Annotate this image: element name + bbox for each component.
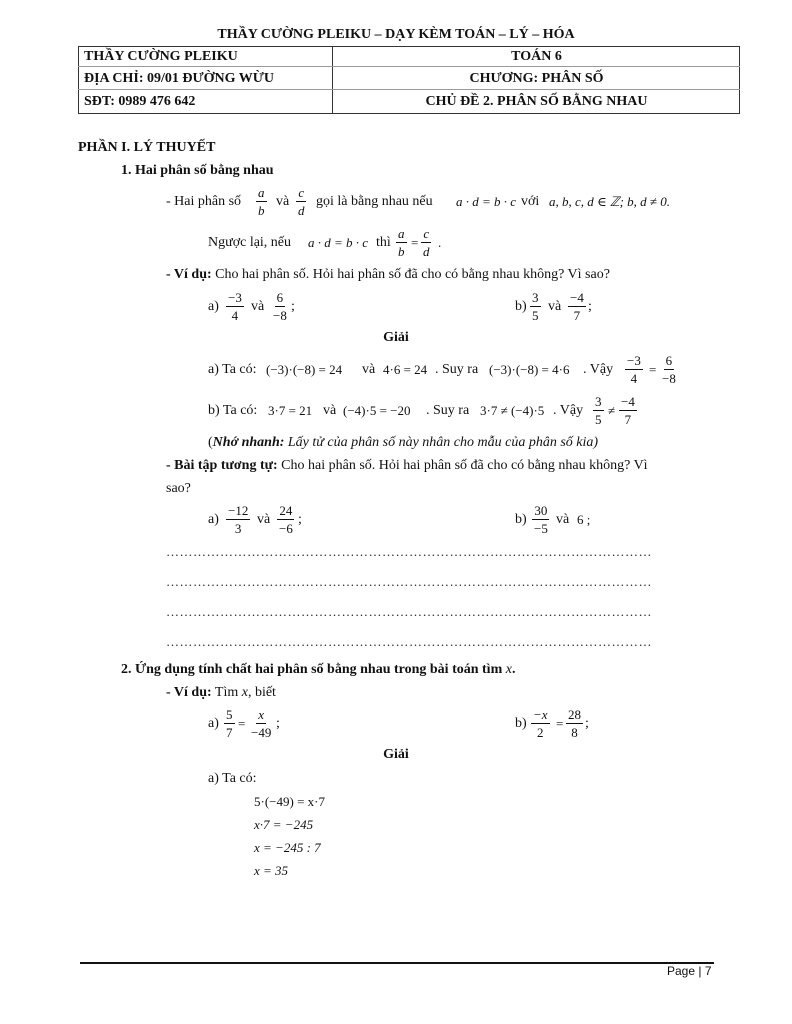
tip-paren: ( [208,435,213,450]
item-label: b) [515,299,527,314]
example-label: - Ví dụ: [166,685,212,700]
example-line [166,266,610,284]
denominator: 7 [226,725,233,740]
item-label: a) [208,716,219,731]
numerator: c [298,185,305,200]
def-text: và [276,194,290,209]
denominator: 7 [573,308,581,323]
fraction [249,707,273,740]
solution-step: x·7 = −245 [254,817,314,832]
numerator: a [258,185,265,200]
and-text: và [556,512,570,527]
denominator: −6 [279,521,293,536]
tip-line [208,434,598,452]
address: ĐỊA CHỈ: 09/01 ĐƯỜNG WỪU [84,71,275,86]
page-num: 7 [704,964,712,978]
def-text: gọi là bằng nhau nếu [316,194,433,209]
top-title: THẦY CƯỜNG PLEIKU – DẠY KÈM TOÁN – LÝ – HÓA [217,27,575,42]
header-row-line [78,66,740,67]
period: . [511,662,516,677]
numerator: −12 [228,503,249,518]
fraction [619,394,637,427]
conv-text: Ngược lại, nếu [208,235,292,250]
example-text: Cho hai phân số. Hỏi hai phân số đã cho có bằng nhau không? Vì sao? [215,267,610,282]
fraction [530,290,541,323]
item-label: a) [208,299,219,314]
answer-line: ……………………………………………………………………………………………… [166,544,652,559]
numerator: 3 [595,394,602,409]
equals-sign: = [411,235,419,250]
numerator: −3 [228,290,242,305]
denominator: d [423,244,430,259]
example-label: - Ví dụ: [166,267,212,282]
subsection-title [121,661,515,679]
subject: TOÁN 6 [511,49,562,64]
semicolon: ; [585,716,589,731]
solution-heading: Giải [383,747,409,762]
fraction [226,503,250,536]
item-label: b) [515,512,527,527]
denominator: −8 [662,371,676,386]
item-label: b) [515,716,527,731]
sol-text: . Suy ra [435,362,479,377]
semicolon: ; [298,512,302,527]
sol-text: và [362,362,376,377]
denominator: −5 [534,521,548,536]
def-text: - Hai phân số [166,194,242,209]
example-text: Tìm [211,685,239,700]
denominator: −49 [251,725,272,740]
numerator: 3 [532,290,539,305]
denominator: 8 [571,725,578,740]
topic: CHỦ ĐỀ 2. PHÂN SỐ BẰNG NHAU [425,94,648,109]
denominator: −8 [273,308,287,323]
fraction [532,503,550,536]
page-label: Page [667,964,696,978]
practice-label: - Bài tập tương tự: [166,458,278,473]
sol-math: 3·7 ≠ (−4)·5 [480,403,545,418]
numerator: a [398,226,405,241]
numerator: 30 [534,503,548,518]
variable: x [505,662,512,677]
denominator: d [298,203,305,218]
def-sets: a, b, c, d ∈ ℤ; b, d ≠ 0. [549,194,671,209]
denominator: 4 [231,308,239,323]
denominator: 5 [532,308,539,323]
numerator: x [258,707,265,722]
denominator: b [398,244,405,259]
and-text: và [548,299,562,314]
answer-line: ……………………………………………………………………………………………… [166,604,652,619]
sol-math: 4·6 = 24 [383,362,428,377]
teacher-name: THẦY CƯỜNG PLEIKU [84,49,238,64]
numerator: −4 [621,394,635,409]
fraction [566,707,583,740]
sol-text: b) Ta có: [208,403,258,418]
page-sep: | [698,964,702,978]
phone: SĐT: 0989 476 642 [84,94,196,109]
subsection-title: 1. Hai phân số bằng nhau [121,163,274,178]
fraction [277,503,295,536]
subsection-title-text: 2. Ứng dụng tính chất hai phân số bằng nhau trong bài toán tìm [121,662,503,677]
def-condition: a · d = b · c [456,194,517,209]
def-text: với [521,194,540,209]
not-equal-sign: ≠ [608,403,616,418]
solution-heading: Giải [383,330,409,345]
fraction [224,707,235,740]
denominator: 7 [624,412,632,427]
fraction [421,226,432,259]
tip-text: Lấy tử của phân số này nhân cho mẫu của phân số kia) [284,435,599,450]
denominator: 4 [630,371,638,386]
fraction-a-b [256,185,267,218]
semicolon: ; [276,716,280,731]
equals-sign: = [649,362,657,377]
semicolon: ; [291,299,295,314]
fraction [396,226,407,259]
sol-text: . Vậy [553,403,584,418]
numerator: −x [533,707,548,722]
sol-text: . Suy ra [426,403,470,418]
chapter: CHƯƠNG: PHÂN SỐ [469,71,604,86]
numerator: 5 [226,707,233,722]
conv-text: thì [376,235,391,250]
fraction [593,394,604,427]
fraction [531,707,550,740]
page-number [667,962,712,980]
tip-label: Nhớ nhanh: [212,435,285,450]
practice-line [166,457,648,475]
answer-line: ……………………………………………………………………………………………… [166,574,652,589]
numerator: c [423,226,430,241]
fraction [660,353,678,386]
semicolon: ; [588,299,592,314]
item-label: a) [208,512,219,527]
denominator: 3 [234,521,242,536]
sol-math: (−4)·5 = −20 [343,403,411,418]
denominator: 2 [537,725,544,740]
variable: x [241,685,248,700]
solution-step: x = −245 : 7 [254,840,321,855]
and-text: và [251,299,265,314]
sol-text: a) Ta có: [208,771,257,786]
example-line [166,684,276,702]
denominator: b [258,203,265,218]
and-text: và [257,512,271,527]
numerator: −3 [627,353,641,368]
sol-math: 3·7 = 21 [268,403,313,418]
sol-text: . Vậy [583,362,614,377]
fraction [226,290,244,323]
answer-line: ……………………………………………………………………………………………… [166,634,652,649]
sol-math: (−3)·(−8) = 4·6 [489,362,570,377]
section-title: PHẦN I. LÝ THUYẾT [78,140,216,155]
fraction [271,290,289,323]
footer-rule [80,962,714,964]
numerator: 6 [665,353,673,368]
solution-step: 5·(−49) = x·7 [254,794,325,809]
sol-text: và [323,403,337,418]
numerator: −4 [570,290,584,305]
example-text: , biết [247,685,276,700]
header-row-line [78,89,740,90]
period: . [438,235,442,250]
sol-text: a) Ta có: [208,362,257,377]
equals-sign: = [238,716,246,731]
fraction [625,353,643,386]
fraction-c-d [296,185,307,218]
denominator: 5 [595,412,602,427]
value: 6 ; [577,512,591,527]
solution-step: x = 35 [254,863,289,878]
sol-math: (−3)·(−8) = 24 [266,362,343,377]
numerator: 24 [279,503,293,518]
fraction [568,290,586,323]
practice-text-cont: sao? [166,481,191,496]
numerator: 6 [276,290,284,305]
equals-sign: = [556,716,564,731]
conv-condition: a · d = b · c [308,235,369,250]
numerator: 28 [568,707,581,722]
practice-text: Cho hai phân số. Hỏi hai phân số đã cho có bằng nhau không? Vì [277,458,648,473]
